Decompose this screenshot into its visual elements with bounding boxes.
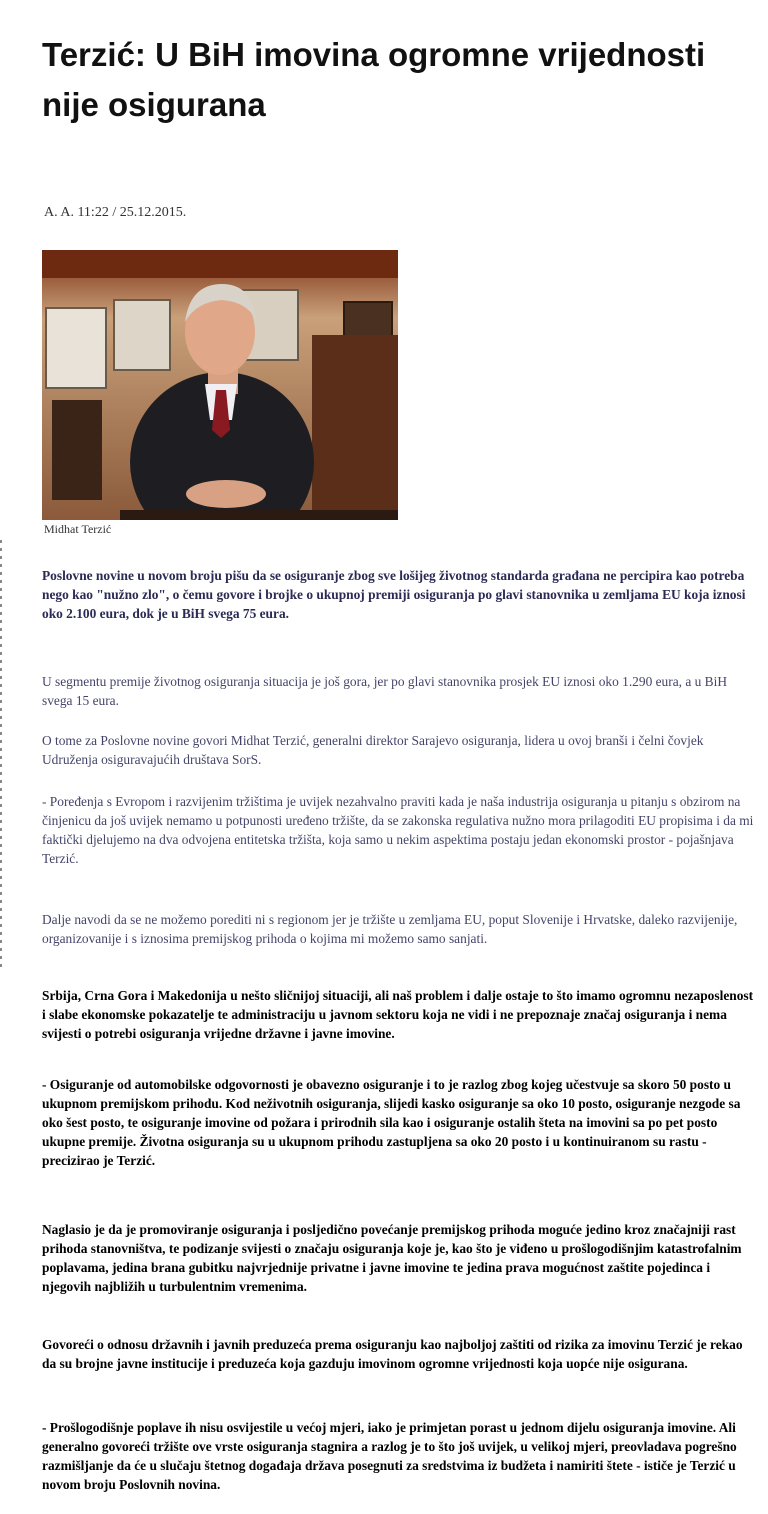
body-paragraph: U segmentu premije životnog osiguranja situacija je još gora, jer po glavi stanovnika prosjek EU iznosi oko 1.290 eura, a u BiH svega 15 eura. (42, 674, 728, 708)
body-paragraph: Naglasio je da je promoviranje osiguranja i posljedično povećanje premijskog prihoda moguće jedino kroz značajniji rast prihoda stanovništva, te podizanje svijesti o značaju osiguranja koje je, kao što je viđeno u prošlogodišnjim katastrofalnim poplavama, jedina brana gubitku najvrjednije privatne i javne imovine te jedina prava mogućnost zaštite pojedinca i njegovih najbližih u turbulentnim vremenima. (42, 1222, 742, 1294)
article-title: Terzić: U BiH imovina ogromne vrijednosti nije osigurana (42, 36, 706, 123)
body-paragraph: - Prošlogodišnje poplave ih nisu osvijestile u većoj mjeri, iako je primjetan porast u jednom dijelu osiguranja imovine. Ali generalno govoreći tržište ove vrste osiguranja stagnira a razlog je to što još uvijek, u velikoj mjeri, preovladava pogrešno razmišljanje da će u slučaju štetnog događaja država posegnuti za sredstvima iz budžeta i namiriti štete - ističe je Terzić u novom broju Poslovnih novina. (42, 1420, 737, 1492)
body-paragraph: Srbija, Crna Gora i Makedonija u nešto sličnijoj situaciji, ali naš problem i dalje ostaje to što imamo ogromnu nezaposlenost i slabe ekonomske pokazatelje te administraciju u javnom sektoru koja ne vidi i ne prepoznaje značaj osiguranja i nema svijesti o potrebi osiguranja vrijedne državne i javne imovine. (42, 988, 754, 1041)
lead-paragraph: Poslovne novine u novom broju pišu da se osiguranje zbog sve lošijeg životnog standarda građana ne percipira kao potreba nego kao "nužno zlo", o čemu govore i brojke o ukupnoj premiji osiguranja po glavi stanovnika u zemljama EU koja iznosi oko 2.100 eura, dok je u BiH svega 75 eura. (42, 568, 746, 621)
article-photo (42, 250, 398, 520)
edge-mark (0, 540, 2, 970)
body-paragraph: O tome za Poslovne novine govori Midhat Terzić, generalni direktor Sarajevo osiguranja, lidera u ovoj branši i čelni čovjek Udruženja osiguravajućih društava SorS. (42, 733, 704, 767)
body-paragraph: - Osiguranje od automobilske odgovornosti je obavezno osiguranje i to je razlog zbog kojeg učestvuje sa skoro 50 posto u ukupnom premijskom prihodu. Kod neživotnih osiguranja, slijedi kasko osiguranje sa oko 10 posto, osiguranje nezgode sa oko šest posto, te osiguranje imovine od požara i prirodnih sila kao i osiguranje ostalih šteta na imovini sa po pet posto ukupne premije. Životna osiguranja su u ukupnom prihodu zastupljena sa oko 20 posto i u kontinuiranom su rastu - precizirao je Terzić. (42, 1077, 741, 1168)
body-paragraph: Dalje navodi da se ne možemo porediti ni s regionom jer je tržište u zemljama EU, poput Slovenije i Hrvatske, daleko razvijenije, organizovanije i s iznosima premijskog prihoda o kojima mi možemo samo sanjati. (42, 912, 738, 946)
photo-caption: Midhat Terzić (44, 522, 112, 536)
portrait-image (42, 250, 398, 520)
article-meta: A. A. 11:22 / 25.12.2015. (44, 205, 187, 220)
body-paragraph: - Poređenja s Evropom i razvijenim tržištima je uvijek nezahvalno praviti kada je naša industrija osiguranja u pitanju s obzirom na činjenicu da još uvijek nemamo u potpunosti uređeno tržište, da se zakonska regulativa nužno mora prilagoditi EU propisima i da mi faktički djelujemo na dva odvojena entitetska tržišta, koja samo u nekim aspektima postaju jedan ekonomski prostor - pojašnjava Terzić. (42, 794, 754, 866)
body-paragraph: Govoreći o odnosu državnih i javnih preduzeća prema osiguranju kao najboljoj zaštiti od rizika za imovinu Terzić je rekao da su brojne javne institucije i preduzeća koja gazduju imovinom ogromne vrijednosti koja uopće nije osigurana. (42, 1337, 743, 1371)
